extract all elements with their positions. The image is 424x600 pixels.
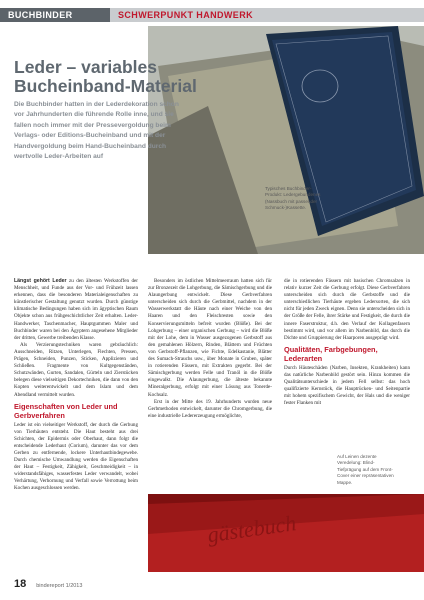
section-label: BUCHBINDER (0, 8, 110, 22)
paragraph: Als Verzierungstechniken waren gebräuchlich: Ausschneiden, Ritzen, Unterlegen, Flechten, Pressen, Prägen, Schneiden, Punzen, Sticken, Applizieren und Schließen. Fragmente von Kultgegenständen, Schutzwänden, Gurten, Sandalen, Gürteln und Zierstücken belegen diese vielseitigen Dekortechniken, die dann von den Kopten weiterentwickelt und dem Islam und dem Abendland vermittelt wurden. (14, 341, 138, 398)
paragraph: Besonders im östlichen Mittelmeerraum hatten sich für zur Bronzezeit die Lohgerbung, die Sämischgerbung und die Alaungerbung entwickelt. Diese Gerbverfahren unterscheiden sich durch die Gerbmittel, nachdem in der Wasserwerkstatt die Häute nach einer Weiche von den Haaren und den Fleischresten sowie den Konservierungsmitteln befreit wurden (Blöße). Bei der Lohgerbung – einer organischen Gerbung – wird die Blöße mit der Lohe, dem in Wasser ausgezogenen Gerbstoff aus den gemahlenen Hölzern, Rinden, Blättern und Früchten von Gerbstoff-Pflanzen, wie Fichte, Edelkastanie, Blätter des Sumach-Strauchs usw., über Monate in Gruben, später in rotierenden Fässern, mit Extrakten gegerbt. Bei der Sämischgerbung werden Felle und Tranöl in die Blöße eingewalkt. Die Alaungerbung, die älteste bekannte Mineralgerbung, erfolgt mit einer Lösung aus Tonerde-Kochsalz. (148, 278, 272, 398)
page-footer (14, 578, 82, 590)
red-folder-photo (148, 494, 424, 572)
intro-bold: Längst gehört Leder (14, 278, 67, 284)
paragraph: Erst in der Mitte des 19. Jahrhunderts wurden neue Gerbmethoden entwickelt, darunter die Chromgerbung, die eine industrielle Ledererzeugung ermöglichte, (148, 398, 272, 419)
paragraph-text: zu den ältesten Werkstoffen der Menschheit, und Funde aus der Vor- und Frühzeit lassen erkennen, dass die besonderen Materialeigenschaften zu künstlerischer Gestaltung genutzt wurden. Durch günstige klimatische Bedingungen haben sich im ägyptischen Raum Objekte schon aus frühgeschichtlicher Zeit erhalten. Leder-Handwerker, Taschenmacher, Hauptgummen Maler und Buchbinder waren bei den Ägyptern angesehene Mitglieder der dritten, Gewerbe treibenden Klasse. (14, 278, 138, 341)
photo-caption-bottom: Auf Leinen dezente Veredelung: Blind-Tiefprägung auf dem Front-Cover einer repräsentativen Mappe. (337, 454, 394, 485)
text-column-1 (14, 278, 138, 493)
section-subhead: Qualitäten, Farbgebungen, Lederarten (284, 344, 378, 363)
paragraph: Leder ist ein vielseitiger Werkstoff, der durch die Gerbung von Tierhäuten entsteht. Die Haut besteht aus drei Schichten, der Epidermis oder Oberhaut, dann folgt die entscheidende Lederhaut (Corium), darunter das vor dem Gerben zu entfernende, lockere Unterhautbindegewebe. Durch chemische Umwandlung werden die Eigenschaften der Haut – Festigkeit, Zähigkeit, Geschmeidigkeit – in widerstandsfähiges, wasserfestes Leder verwandelt, wobei Verhärtung, Verhornung und Verfall sowie Verrottung beim Kochen ausgeschlossen werden. (14, 421, 138, 492)
article-lead: Die Buchbinder hatten in der Lederdekoration schon vor Jahrhunderten die führende Rolle inne, und sie fallen noch immer mit der Pressevergoldung beim Verlags- oder Editions-Bucheinband und mit der Handvergoldung beim Hand-Bucheinband durch wertvolle Leder-Arbeiten auf (14, 101, 179, 161)
page-number: 18 (14, 578, 27, 590)
magazine-name: bindereport 1/2013 (36, 583, 83, 589)
paragraph: die in rotierenden Fässern mit basischen Chromsalzen in relativ kurzer Zeit die Gerbung erfolgt. Diese Gerbverfahren unterscheiden sich durch die Gerbstoffe und die unterschiedlichen Tierhäute ergeben Ledersorten, die sich nicht für jeden Zweck eignen. Denn sie unterscheiden sich in der Größe der Felle, ihrer Stärke und Festigkeit, die durch die innere Faserstruktur, d.h. den Verlauf der Kollagenfasern bestimmt wird, und vor allem im Narbenbild, das durch die Dichte und Gruppierung der Haarporen ausgeprägt wird. (284, 278, 410, 341)
page-header (0, 8, 424, 22)
text-column-3 (284, 278, 410, 407)
section-subhead: Eigenschaften von Leder und Gerbverfahren (14, 401, 118, 420)
text-column-2 (148, 278, 272, 420)
article-title: Leder – variables Bucheinband-Material (14, 57, 197, 96)
topic-label: SCHWERPUNKT HANDWERK (110, 8, 424, 22)
photo-caption-top: Typisches Buchbinder-Produkt: Ledergebundenes (Nassbuch mit passender Schmuck-)Kassette. (265, 186, 321, 211)
embossed-text: gästebuch (205, 510, 298, 548)
paragraph (14, 278, 138, 342)
paragraph: Durch Häuteschäden (Narben, Insekten, Krankheiten) kann das natürliche Narbenbild gestört sein. Hinzu kommen die Qualitätsunterschiede in jedem Fell selbst: das hoch qualifizierte Kernstück, die Hauptrücken- und Seitenpartie mit hohem spezifischem Gewicht, der Hals und die weniger fester Flanken mit (284, 364, 410, 407)
